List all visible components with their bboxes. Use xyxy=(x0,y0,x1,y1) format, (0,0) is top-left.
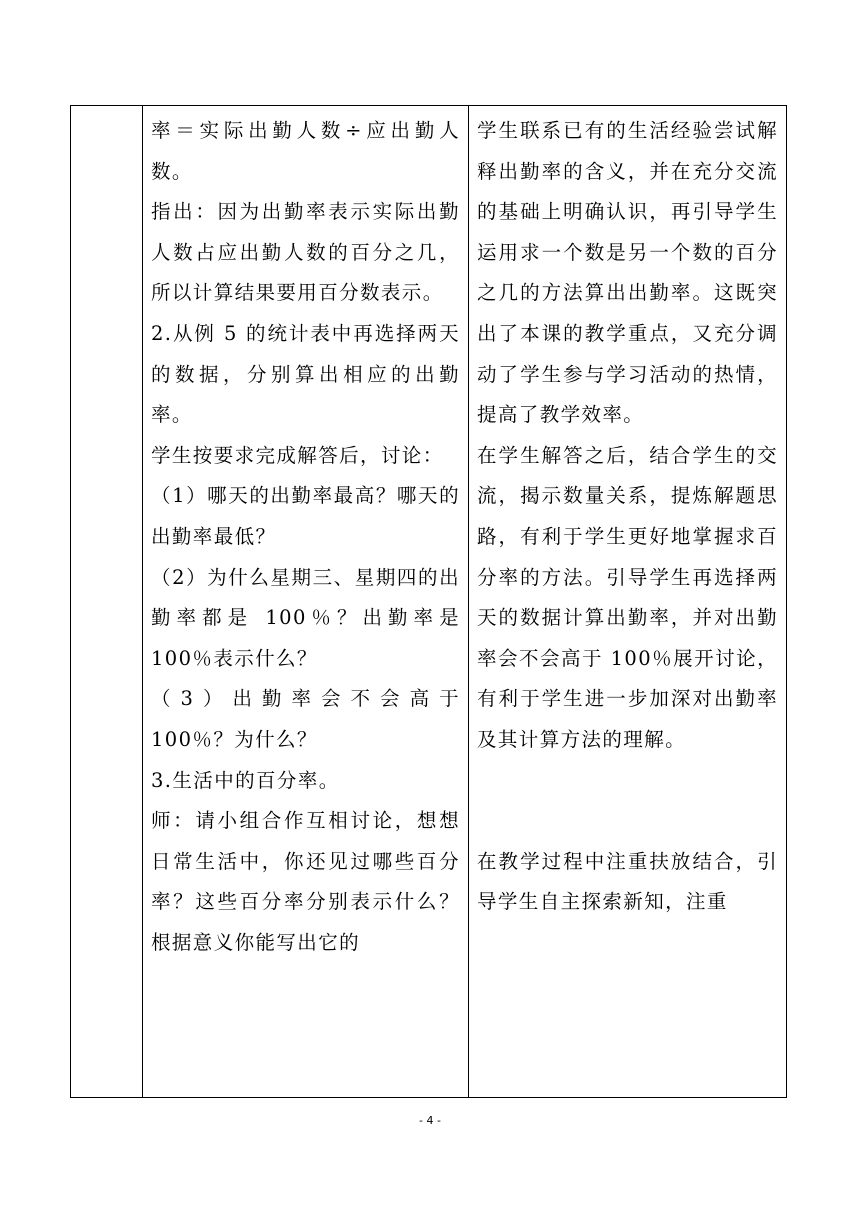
process-paragraph: （3）出勤率会不会高于 100％？为什么？ xyxy=(151,687,460,751)
table-row xyxy=(71,106,787,1098)
process-paragraph: 师：请小组合作互相讨论，想想日常生活中，你还见过哪些百分率？这些百分率分别表示什么？根据意义你能写出它的 xyxy=(151,809,460,954)
stage-cell xyxy=(71,106,143,1098)
process-paragraph: 2.从例 5 的统计表中再选择两天的数据，分别算出相应的出勤率。 xyxy=(151,321,460,427)
process-paragraph: 3.生活中的百分率。 xyxy=(151,768,340,792)
stage-text xyxy=(71,106,142,111)
process-paragraph: （1）哪天的出勤率最高？哪天的出勤率最低？ xyxy=(151,484,460,548)
intent-paragraph: 学生联系已有的生活经验尝试解释出勤率的含义，并在充分交流的基础上明确认识，再引导学生运用求一个数是另一个数的百分之几的方法算出出勤率。这既突出了本课的教学重点，又充分调动了学生参与学习活动的热情，提高了教学效率。 xyxy=(477,119,778,427)
intent-paragraph: 在学生解答之后，结合学生的交流，揭示数量关系，提炼解题思路，有利于学生更好地掌握求百分率的方法。引导学生再选择两天的数据计算出勤率，并对出勤率会不会高于 100％展开讨论，有利于学生进一步加深对出勤率及其计算方法的理解。 xyxy=(477,443,778,751)
lesson-plan-table xyxy=(70,105,787,1098)
process-paragraph: （2）为什么星期三、星期四的出勤率都是 100％？出勤率是 100％表示什么？ xyxy=(151,565,460,670)
design-intent-cell xyxy=(469,106,787,1098)
process-paragraph: 指出：因为出勤率表示实际出勤人数占应出勤人数的百分之几，所以计算结果要用百分数表示。 xyxy=(151,200,460,305)
intent-paragraph: 在教学过程中注重扶放结合，引导学生自主探索新知，注重 xyxy=(477,849,778,914)
process-paragraph: 率＝实际出勤人数÷应出勤人数。 xyxy=(151,119,460,183)
page-number: - 4 - xyxy=(419,1114,441,1127)
process-paragraph: 学生按要求完成解答后，讨论： xyxy=(151,443,444,467)
teaching-process-cell xyxy=(143,106,469,1098)
